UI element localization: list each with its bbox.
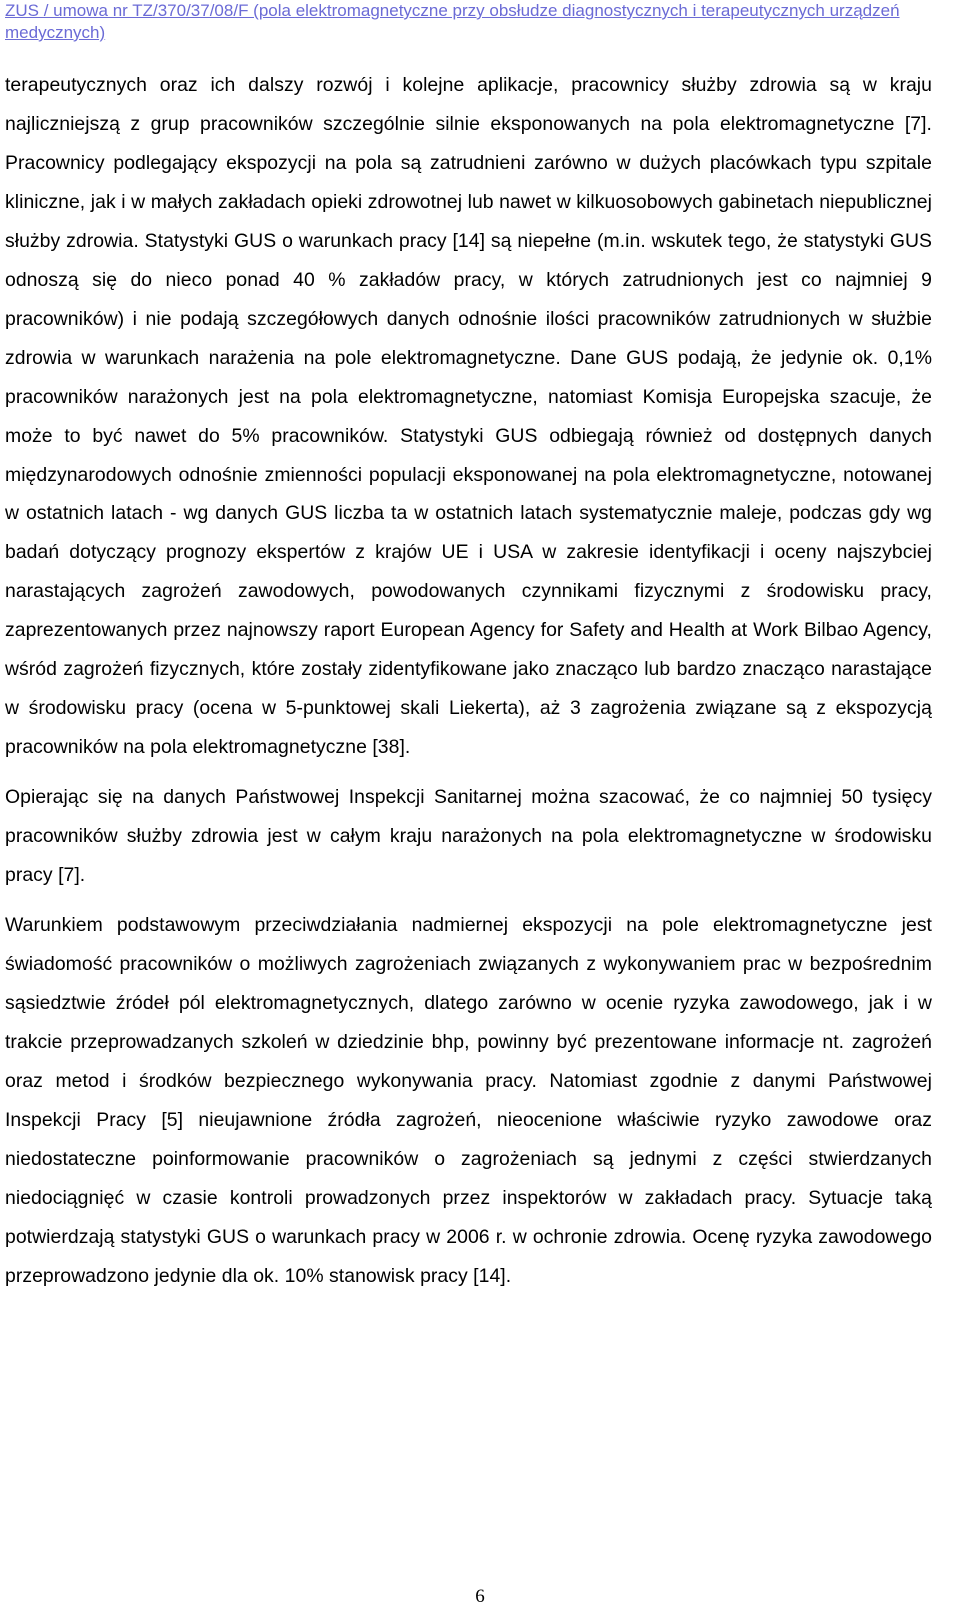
page-number: 6 [475, 1586, 485, 1607]
body-paragraph-1: terapeutycznych oraz ich dalszy rozwój i kolejne aplikacje, pracownicy służby zdrowia są w kraju najliczniejszą z grup pracowników szczególnie silnie eksponowanych na pola elektromagnetyczne [7]. Pracownicy podlegający ekspozycji na pola są zatrudnieni zarówno w dużych placówkach typu szpitale kliniczne, jak i w małych zakładach opieki zdrowotnej lub nawet w kilkuosobowych gabinetach niepublicznej służby zdrowia. Statystyki GUS o warunkach pracy [14] są niepełne (m.in. wskutek tego, że statystyki GUS odnoszą się do nieco ponad 40 % zakładów pracy, w których zatrudnionych jest co najmniej 9 pracowników) i nie podają szczegółowych danych odnośnie ilości pracowników zatrudnionych w służbie zdrowia w warunkach narażenia na pole elektromagnetyczne. Dane GUS podają, że jedynie ok. 0,1% pracowników narażonych jest na pola elektromagnetyczne, natomiast Komisja Europejska szacuje, że może to być nawet do 5% pracowników. Statystyki GUS odbiegają również od dostępnych danych międzynarodowych odnośnie zmienności populacji eksponowanej na pola elektromagnetyczne, notowanej w ostatnich latach - wg danych GUS liczba ta w ostatnich latach systematycznie maleje, podczas gdy wg badań dotyczący prognozy ekspertów z krajów UE i USA w zakresie identyfikacji i oceny najszybciej narastających zagrożeń zawodowych, powodowanych czynnikami fizycznymi z środowisku pracy, zaprezentowanych przez najnowszy raport European Agency for Safety and Health at Work Bilbao Agency, wśród zagrożeń fizycznych, które zostały zidentyfikowane jako znacząco lub bardzo znacząco narastające w środowisku pracy (ocena w 5-punktowej skali Liekerta), aż 3 zagrożenia związane są z ekspozycją pracowników na pola elektromagnetyczne [38]. [5, 74, 932, 759]
document-header-title[interactable]: ZUS / umowa nr TZ/370/37/08/F (pola elektromagnetyczne przy obsłudze diagnostycznych i terapeutycznych urządzeń medycznych) [5, 1, 900, 42]
body-paragraph-2: Opierając się na danych Państwowej Inspekcji Sanitarnej można szacować, że co najmniej 50 tysięcy pracowników służby zdrowia jest w całym kraju narażonych na pola elektromagnetyczne w środowisku pracy [7]. [5, 786, 932, 887]
body-paragraph-3: Warunkiem podstawowym przeciwdziałania nadmiernej ekspozycji na pole elektromagnetyczne jest świadomość pracowników o możliwych zagrożeniach związanych z wykonywaniem prac w bezpośrednim sąsiedztwie źródeł pól elektromagnetycznych, dlatego zarówno w ocenie ryzyka zawodowego, jak i w trakcie przeprowadzanych szkoleń w dziedzinie bhp, powinny być prezentowane informacje nt. zagrożeń oraz metod i środków bezpiecznego wykonywania pracy. Natomiast zgodnie z danymi Państwowej Inspekcji Pracy [5] nieujawnione źródła zagrożeń, nieocenione właściwie ryzyko zawodowe oraz niedostateczne poinformowanie pracowników o zagrożeniach są jednymi z części stwierdzanych niedociągnięć w czasie kontroli prowadzonych przez inspektorów w zakładach pracy. Sytuacje taką potwierdzają statystyki GUS o warunkach pracy w 2006 r. w ochronie zdrowia. Ocenę ryzyka zawodowego przeprowadzono jedynie dla ok. 10% stanowisk pracy [14]. [5, 914, 932, 1287]
document-body [5, 66, 932, 1296]
